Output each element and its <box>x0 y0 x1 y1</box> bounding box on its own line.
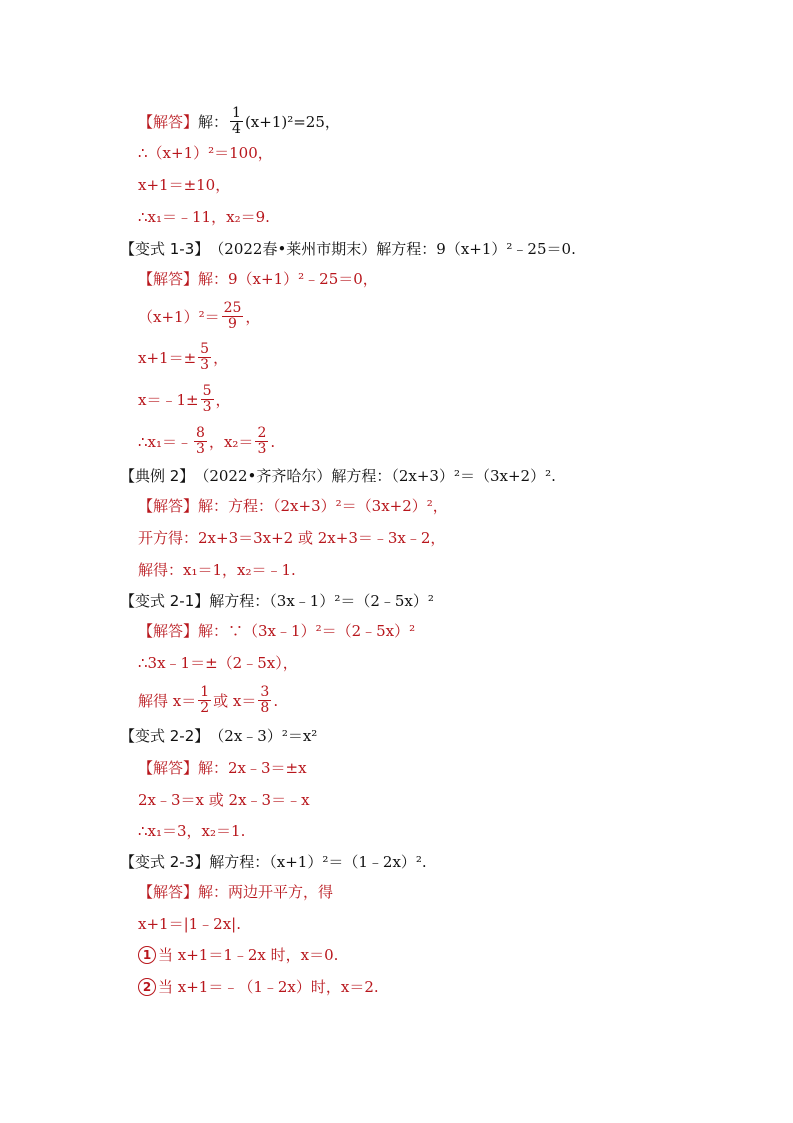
solution-line: 【解答】 解：2x﹣3＝±x <box>138 759 307 777</box>
problem-heading: 【变式 1-3】 （2022春•莱州市期末）解方程：9（x+1）²﹣25＝0. <box>120 240 576 258</box>
fraction: $\frac{2}{3}$ <box>257 425 267 457</box>
solution-line: 解得 x＝ $\frac{1}{2}$ 或 x＝ $\frac{3}{8}$ . <box>138 684 279 716</box>
solution-line: 【解答】 解： $\frac{1}{4}$ (x+1)²=25， <box>138 105 340 137</box>
solution-line: （x+1）²＝ $\frac{25}{9}$ ， <box>138 300 261 332</box>
answer-tag: 【解答】 <box>138 622 199 640</box>
solution-line: ∴x₁＝3，x₂＝1. <box>138 822 246 840</box>
fraction: $\frac{1}{4}$ <box>232 105 241 137</box>
solution-line: 2x﹣3＝x 或 2x﹣3＝﹣x <box>138 791 310 809</box>
answer-tag: 【解答】 <box>138 270 199 288</box>
solution-line: 开方得：2x+3＝3x+2 或 2x+3＝﹣3x﹣2， <box>138 529 446 547</box>
problem-label: 【变式 2-1】 <box>120 592 210 610</box>
solution-line: x+1＝± $\frac{5}{3}$ ， <box>138 341 229 373</box>
fraction: $\frac{1}{2}$ <box>200 684 210 716</box>
problem-heading: 【典例 2】 （2022•齐齐哈尔）解方程：（2x+3）²＝（3x+2）². <box>120 467 556 485</box>
solution-line: ∴（x+1）²＝100， <box>138 144 273 162</box>
answer-tag: 【解答】 <box>138 497 199 515</box>
fraction: $\frac{5}{3}$ <box>202 383 212 415</box>
solution-line: ∴x₁＝﹣ $\frac{8}{3}$ ，x₂＝ $\frac{2}{3}$ . <box>138 425 276 457</box>
problem-label: 【变式 1-3】 <box>120 240 210 258</box>
problem-label: 【变式 2-3】 <box>120 853 210 871</box>
solution-line: x+1＝|1﹣2x|. <box>138 915 241 933</box>
solution-line: 【解答】 解：9（x+1）²﹣25＝0， <box>138 270 378 288</box>
problem-label: 【典例 2】 <box>120 467 195 485</box>
answer-tag: 【解答】 <box>138 759 199 777</box>
solution-line: ∴3x﹣1＝±（2﹣5x）， <box>138 654 298 672</box>
solution-line: 解得：x₁＝1，x₂＝﹣1. <box>138 561 296 579</box>
problem-label: 【变式 2-2】 <box>120 727 210 745</box>
solution-line: x+1＝±10， <box>138 176 231 194</box>
fraction: $\frac{5}{3}$ <box>200 341 210 373</box>
problem-heading: 【变式 2-1】 解方程：（3x﹣1）²＝（2﹣5x）² <box>120 592 434 610</box>
solution-line: 【解答】 解：两边开平方，得 <box>138 883 334 901</box>
answer-tag: 【解答】 <box>138 112 199 131</box>
solution-line: ∴x₁＝﹣11，x₂＝9. <box>138 208 270 226</box>
solution-line: 【解答】 解：∵（3x﹣1）²＝（2﹣5x）² <box>138 622 416 640</box>
solution-line: 【解答】 解：方程：（2x+3）²＝（3x+2）²， <box>138 497 448 515</box>
answer-tag: 【解答】 <box>138 883 199 901</box>
fraction: $\frac{3}{8}$ <box>260 684 270 716</box>
solution-line: 1 当 x+1＝1﹣2x 时，x＝0. <box>138 945 338 965</box>
problem-heading: 【变式 2-3】 解方程：（x+1）²＝（1﹣2x）². <box>120 853 427 871</box>
circled-number-one-icon: 1 <box>138 946 156 964</box>
circled-number-two-icon: 2 <box>138 978 156 996</box>
fraction: $\frac{8}{3}$ <box>196 425 205 457</box>
solution-line: 2 当 x+1＝﹣（1﹣2x）时，x＝2. <box>138 977 379 997</box>
solution-line: x＝﹣1± $\frac{5}{3}$ ， <box>138 383 231 415</box>
problem-heading: 【变式 2-2】 （2x﹣3）²＝x² <box>120 727 318 745</box>
fraction: $\frac{25}{9}$ <box>223 300 242 332</box>
